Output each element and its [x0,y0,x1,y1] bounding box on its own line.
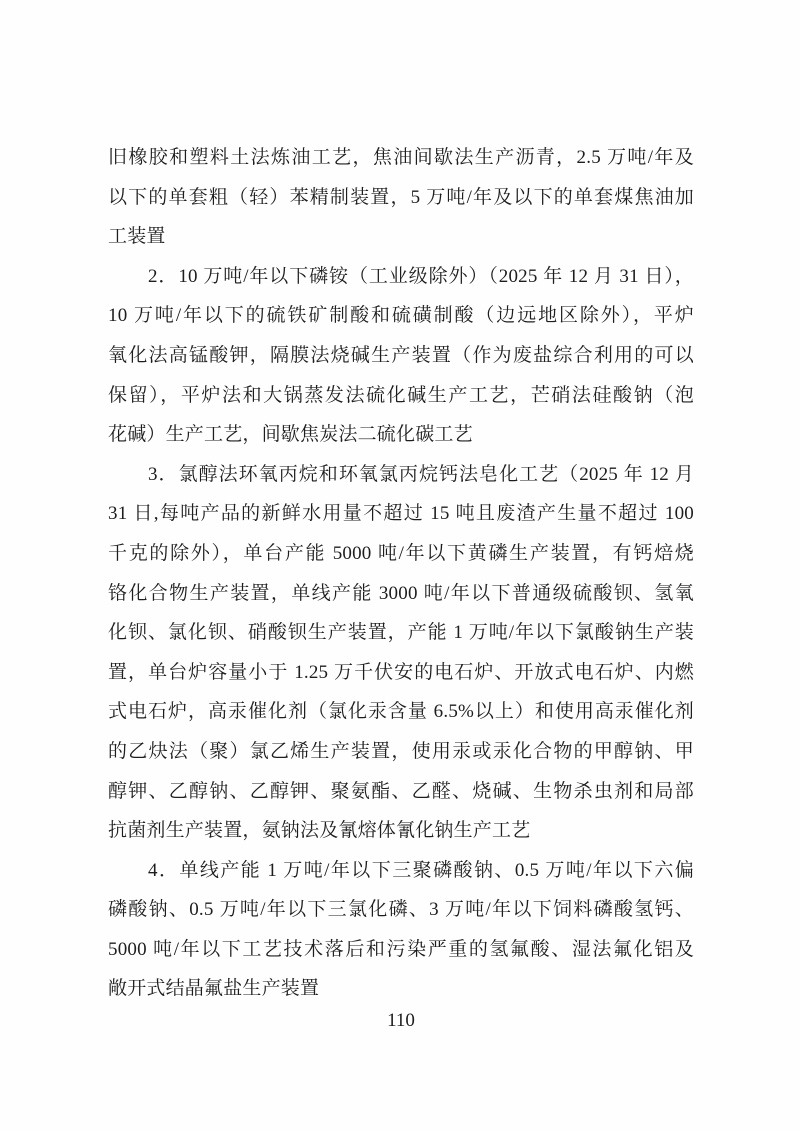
text-line: 氧化法高锰酸钾，隔膜法烧碱生产装置（作为废盐综合利用的可以 [108,344,694,366]
text-line: 千克的除外），单台产能 5000 吨/年以下黄磷生产装置，有钙焙烧 [108,542,694,564]
text-line: 工装置 [108,226,166,248]
text-line: 10 万吨/年以下的硫铁矿制酸和硫磺制酸（边远地区除外），平炉 [108,305,694,327]
text-line: 2．10 万吨/年以下磷铵（工业级除外）（2025 年 12 月 31 日）， [148,265,694,287]
text-line: 5000 吨/年以下工艺技术落后和污染严重的氢氟酸、湿法氟化铝及 [108,938,694,960]
text-line: 4．单线产能 1 万吨/年以下三聚磷酸钠、0.5 万吨/年以下六偏 [148,859,694,881]
text-line: 铬化合物生产装置，单线产能 3000 吨/年以下普通级硫酸钡、氢氧 [108,582,694,604]
text-line: 化钡、氯化钡、硝酸钡生产装置，产能 1 万吨/年以下氯酸钠生产装 [108,622,694,644]
text-line: 31 日,每吨产品的新鲜水用量不超过 15 吨且废渣产生量不超过 100 [108,503,694,525]
text-line: 以下的单套粗（轻）苯精制装置，5 万吨/年及以下的单套煤焦油加 [108,186,694,208]
text-line: 醇钾、乙醇钠、乙醇钾、聚氨酯、乙醛、烧碱、生物杀虫剂和局部 [108,780,694,802]
text-line: 式电石炉，高汞催化剂（氯化汞含量 6.5%以上）和使用高汞催化剂 [108,701,694,723]
text-line: 旧橡胶和塑料土法炼油工艺，焦油间歇法生产沥青，2.5 万吨/年及 [108,147,694,168]
text-line: 磷酸钠、0.5 万吨/年以下三氯化磷、3 万吨/年以下饲料磷酸氢钙、 [108,899,694,921]
text-line: 花碱）生产工艺，间歇焦炭法二硫化碳工艺 [108,424,473,446]
document-text [108,138,694,1009]
text-line: 置，单台炉容量小于 1.25 万千伏安的电石炉、开放式电石炉、内燃 [108,661,694,683]
text-line: 保留），平炉法和大锅蒸发法硫化碱生产工艺，芒硝法硅酸钠（泡 [108,384,694,406]
text-line: 敞开式结晶氟盐生产装置 [108,978,320,1000]
text-line: 3．氯醇法环氧丙烷和环氧氯丙烷钙法皂化工艺（2025 年 12 月 [148,463,694,485]
text-line: 抗菌剂生产装置，氨钠法及氰熔体氰化钠生产工艺 [108,820,531,842]
text-line: 的乙炔法（聚）氯乙烯生产装置，使用汞或汞化合物的甲醇钠、甲 [108,740,694,762]
page-footer [108,1006,694,1036]
page-number: 110 [387,1010,415,1031]
